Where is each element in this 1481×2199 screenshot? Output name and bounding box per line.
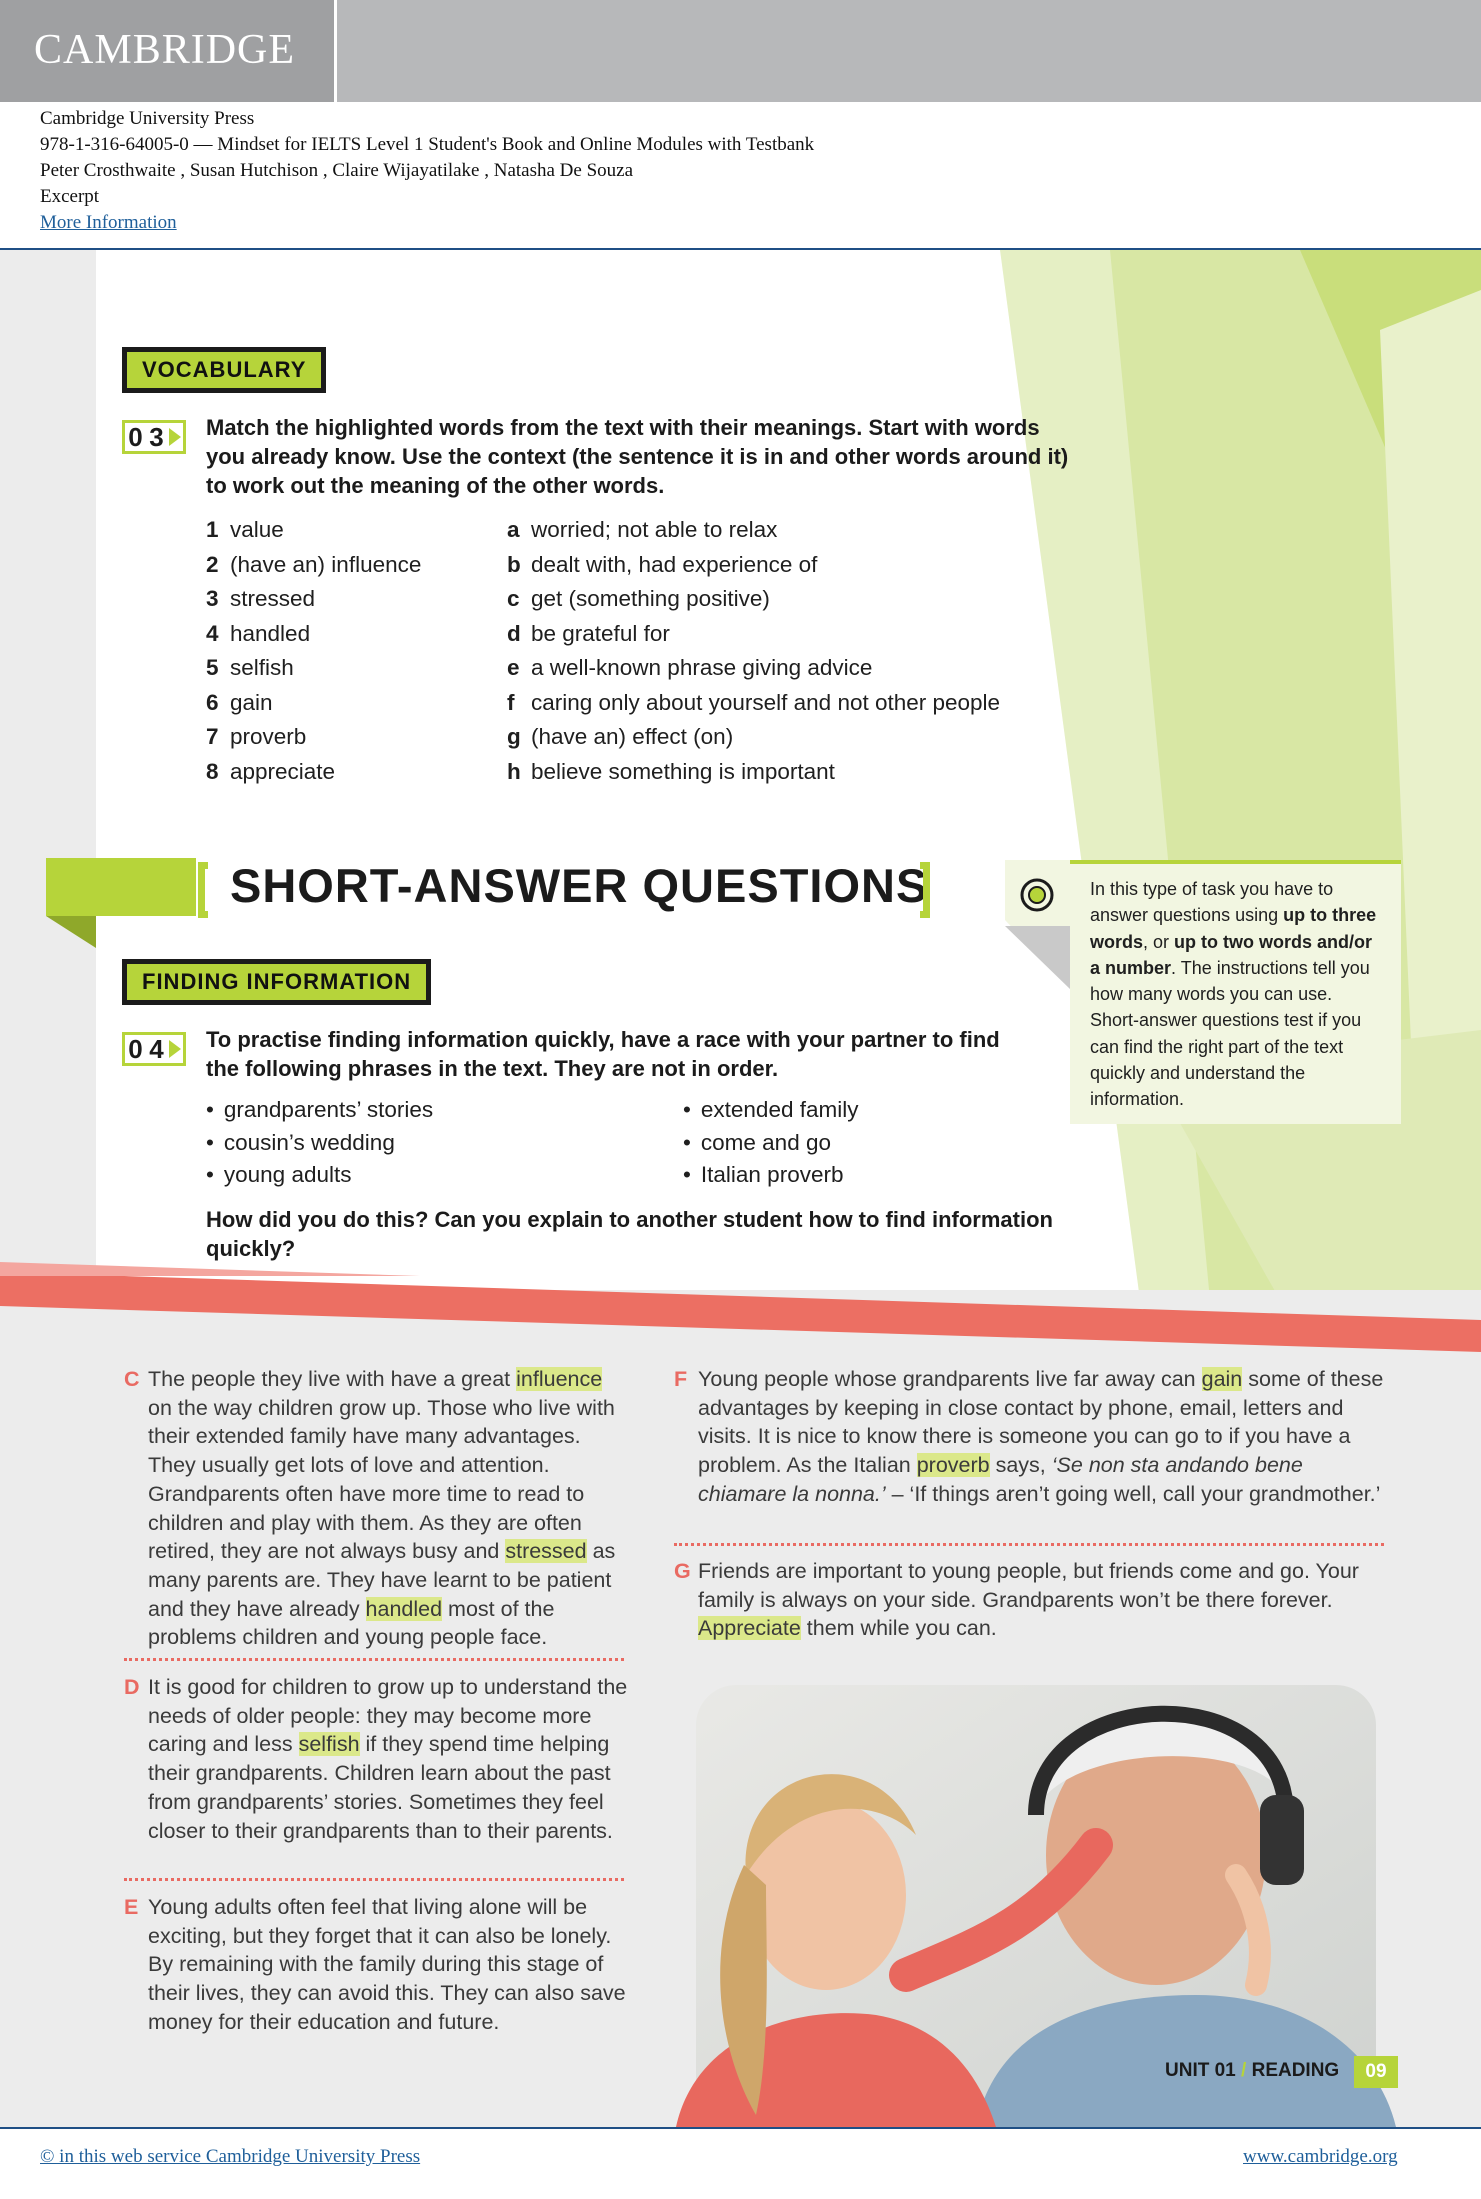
- more-information-link[interactable]: More Information: [40, 212, 177, 233]
- paragraph-letter: E: [124, 1895, 139, 1919]
- title-bracket-right: [920, 862, 930, 918]
- play-arrow-icon: [169, 1040, 181, 1058]
- word-item: 3 stressed: [206, 586, 316, 611]
- word-item: 5 selfish: [206, 655, 294, 680]
- word-item: 2 (have an) influence: [206, 551, 422, 577]
- dotted-divider: [124, 1878, 624, 1881]
- tip-box: In this type of task you have to answer questions using up to three words, or up to two words and/or a number. The instructions tell you how many words you can use. Short-answer questions test if you can find the right part of the text quickly and understand the information.: [1070, 860, 1401, 1124]
- word-item: 8 appreciate: [206, 758, 336, 784]
- cambridge-website-link[interactable]: www.cambridge.org: [1243, 2146, 1398, 2167]
- highlighted-word: handled: [365, 1596, 443, 1621]
- paragraph-f: F Young people whose grandparents live far away can gain some of these advantages by keeping in close contact by phone, email, letters and visits. It is nice to know there is someone you can go to if you have a problem. As the Italian proverb says, ‘Se non sta andando bene chiamare la nonna.’ – ‘If things aren’t going well, call your grandmother.’: [674, 1367, 1384, 1506]
- dotted-divider: [674, 1543, 1384, 1546]
- word-item: 4 handled: [206, 620, 311, 646]
- finding-instruction: To practise finding information quickly, have a race with your partner to find the following phrases in the text. They are not in order.: [206, 1027, 1000, 1081]
- phrase-item: • come and go: [683, 1127, 1063, 1160]
- exercise-digit: 4: [149, 1034, 164, 1064]
- exercise-digit: 0: [128, 422, 143, 452]
- phrase-item: • extended family: [683, 1094, 1063, 1127]
- finding-information-tag: FINDING INFORMATION: [122, 959, 431, 1005]
- highlighted-word: stressed: [505, 1539, 587, 1564]
- paragraph-e: E Young adults often feel that living alone will be exciting, but they forget that it can also be lonely. By remaining with the family during this stage of their lives, they can avoid this. They can also save money for their education and future.: [124, 1895, 626, 2034]
- section-title: SHORT-ANSWER QUESTIONS: [230, 859, 929, 912]
- publisher: Cambridge University Press: [40, 108, 255, 129]
- target-icon: [1018, 876, 1056, 914]
- paragraph-d: D It is good for children to grow up to understand the needs of older people: they may become more caring and less selfish if they spend time helping their grandparents. Children learn about the past from grandparents’ stories. Sometimes they feel closer to their grandparents than to their parents.: [124, 1675, 628, 1843]
- highlighted-word: selfish: [298, 1732, 360, 1757]
- paragraph-g: G Friends are important to young people, but friends come and go. Your family is always on your side. Grandparents won’t be there forever. Appreciate them while you can.: [674, 1559, 1359, 1641]
- meaning-item: d be grateful for: [507, 620, 670, 646]
- meaning-item: f caring only about yourself and not other people: [507, 689, 1001, 715]
- meaning-item: g (have an) effect (on): [507, 724, 734, 749]
- logo-text: CAMBRIDGE: [34, 27, 296, 73]
- italian-quote: ‘Se non sta andando bene chiamare la nonna.’: [698, 1453, 1303, 1506]
- exercise-digit: 3: [149, 422, 164, 452]
- isbn-title: 978-1-316-64005-0 — Mindset for IELTS Level 1 Student's Book and Online Modules with Testbank: [40, 134, 815, 155]
- phrase-list-left: [206, 1094, 656, 1192]
- section-ribbon: [46, 858, 196, 958]
- phrase-item: • Italian proverb: [683, 1159, 1063, 1192]
- grandfather-girl-photo: [676, 1645, 1396, 2127]
- phrase-item: • young adults: [206, 1159, 656, 1192]
- word-item: 7 proverb: [206, 724, 307, 749]
- copyright-link[interactable]: © in this web service Cambridge University Press: [40, 2146, 421, 2167]
- word-item: 6 gain: [206, 689, 273, 715]
- follow-up-question: How did you do this? Can you explain to another student how to find information quickly?: [206, 1207, 1053, 1261]
- word-item: 1 value: [206, 517, 284, 542]
- paragraph-letter: G: [674, 1559, 691, 1583]
- meaning-item: e a well-known phrase giving advice: [507, 655, 873, 680]
- vocabulary-tag: VOCABULARY: [122, 347, 326, 393]
- footer-divider: [0, 2127, 1481, 2129]
- meaning-item: b dealt with, had experience of: [507, 551, 818, 577]
- highlighted-word: Appreciate: [698, 1616, 801, 1641]
- excerpt-label: Excerpt: [40, 186, 100, 207]
- phrase-item: • grandparents’ stories: [206, 1094, 656, 1127]
- cambridge-logo[interactable]: [0, 0, 337, 102]
- meaning-list: [507, 513, 1067, 789]
- paragraph-letter: D: [124, 1675, 140, 1699]
- exercise-number-04: [122, 1032, 186, 1066]
- unit-label: UNIT 01 / READING: [1165, 2060, 1340, 2081]
- word-list: [206, 513, 496, 789]
- coral-stripe: [0, 1262, 1481, 1352]
- dotted-divider: [124, 1658, 624, 1661]
- meaning-item: c get (something positive): [507, 586, 770, 611]
- title-bracket-left: [198, 862, 208, 918]
- book-metadata: [40, 106, 814, 236]
- paragraph-c: C The people they live with have a great influence on the way children grow up. Those who live with their extended family have many advantages. They usually get lots of love and attention. Grandparents often have more time to read to children and play with them. As they are often retired, they are not always busy and stressed as many parents are. They have learnt to be patient and they have already handled most of the problems children and young people face.: [124, 1367, 616, 1650]
- meaning-item: a worried; not able to relax: [507, 517, 778, 542]
- paragraph-letter: C: [124, 1367, 140, 1391]
- play-arrow-icon: [169, 428, 181, 446]
- meaning-item: h believe something is important: [507, 758, 835, 784]
- exercise-number-03: [122, 420, 186, 454]
- page-number: 09: [1354, 2056, 1398, 2088]
- vocabulary-instruction: Match the highlighted words from the text with their meanings. Start with words you already know. Use the context (the sentence it is in and other words around it) to work out the meaning of the other words.: [206, 415, 1069, 498]
- highlighted-word: gain: [1201, 1367, 1243, 1391]
- authors: Peter Crosthwaite , Susan Hutchison , Claire Wijayatilake , Natasha De Souza: [40, 160, 634, 181]
- highlighted-word: proverb: [916, 1453, 990, 1478]
- highlighted-word: influence: [516, 1367, 603, 1391]
- paragraph-letter: F: [674, 1367, 688, 1391]
- exercise-digit: 0: [128, 1034, 143, 1064]
- phrase-item: • cousin’s wedding: [206, 1127, 656, 1160]
- phrase-list-right: [683, 1094, 1063, 1192]
